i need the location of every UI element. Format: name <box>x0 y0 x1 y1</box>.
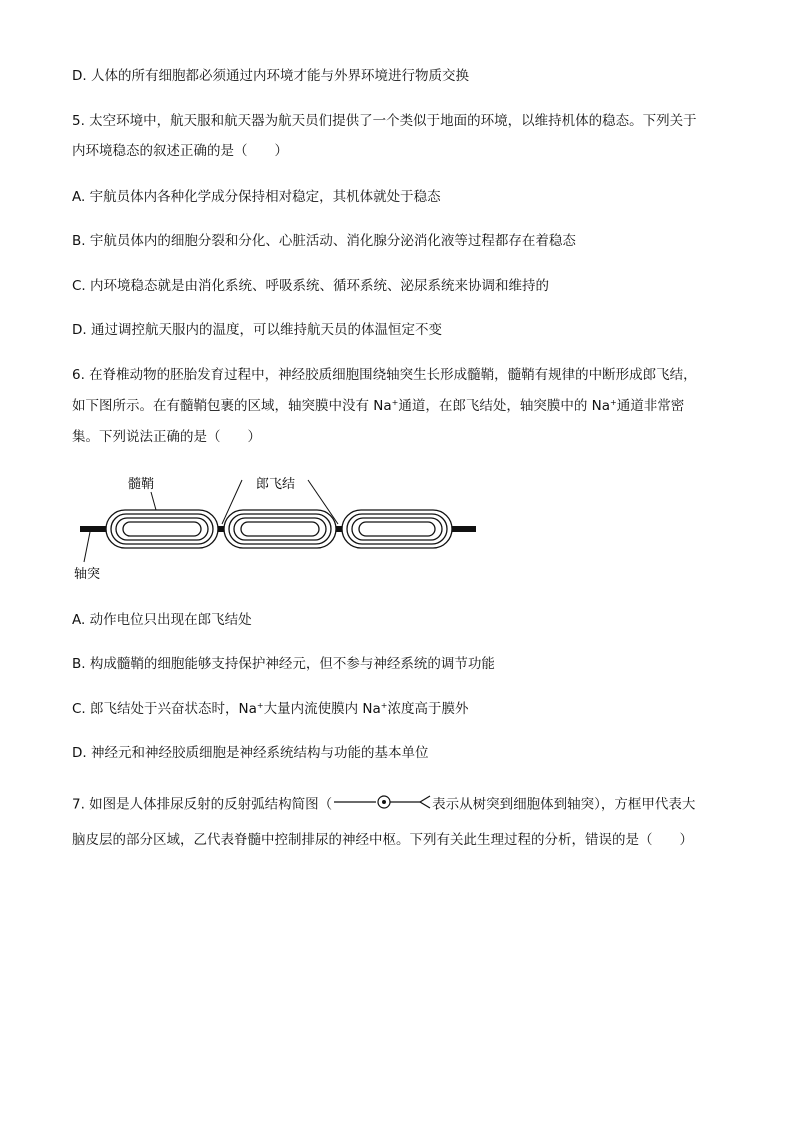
q5-option-d: D. 通过调控航天服内的温度，可以维持航天员的体温恒定不变 <box>72 322 442 338</box>
q7-stem-line2: 脑皮层的部分区域，乙代表脊髓中控制排尿的神经中枢。下列有关此生理过程的分析，错误的是（ ） <box>72 832 693 848</box>
myelin-sheath-diagram <box>72 472 492 587</box>
axon-leader-line <box>84 532 90 562</box>
q7-stem-line1: 7. 如图是人体排尿反射的反射弧结构简图（ 表示从树突到细胞体到轴突），方框甲代表大 <box>72 794 695 815</box>
q5-stem-line1: 5. 太空环境中，航天服和航天器为航天员们提供了一个类似于地面的环境，以维持机体的稳态。下列关于 <box>72 113 697 129</box>
q6-option-c: C. 郎飞结处于兴奋状态时，Na+大量内流使膜内 Na+浓度高于膜外 <box>72 701 469 717</box>
q5-stem-line2: 内环境稳态的叙述正确的是（ ） <box>72 143 288 159</box>
label-myelin: 髓鞘 <box>128 477 155 492</box>
myelin-segment-1 <box>106 510 218 548</box>
q6-option-d: D. 神经元和神经胶质细胞是神经系统结构与功能的基本单位 <box>72 745 429 761</box>
q4-option-d: D. 人体的所有细胞都必须通过内环境才能与外界环境进行物质交换 <box>72 68 469 84</box>
q5-option-b: B. 宇航员体内的细胞分裂和分化、心脏活动、消化腺分泌消化液等过程都存在着稳态 <box>72 233 576 249</box>
q6-stem-line2: 如下图所示。在有髓鞘包裹的区域，轴突膜中没有 Na+通道，在郎飞结处，轴突膜中的 Na+通道非常密 <box>72 398 685 414</box>
myelin-sheath-figure <box>72 472 492 587</box>
q6-stem-line1: 6. 在脊椎动物的胚胎发育过程中，神经胶质细胞围绕轴突生长形成髓鞘，髓鞘有规律的中断形成郎飞结， <box>72 367 697 383</box>
myelin-leader-line <box>151 492 156 510</box>
myelin-segment-3 <box>342 510 452 548</box>
q6-option-b: B. 构成髓鞘的细胞能够支持保护神经元，但不参与神经系统的调节功能 <box>72 656 495 672</box>
myelin-segment-2 <box>224 510 336 548</box>
neuron-symbol-icon <box>332 794 432 815</box>
q6-stem-line3: 集。下列说法正确的是（ ） <box>72 429 261 445</box>
q6-option-a: A. 动作电位只出现在郎飞结处 <box>72 612 252 628</box>
q5-option-a: A. 宇航员体内各种化学成分保持相对稳定，其机体就处于稳态 <box>72 189 441 205</box>
q5-option-c: C. 内环境稳态就是由消化系统、呼吸系统、循环系统、泌尿系统来协调和维持的 <box>72 278 550 294</box>
label-node-of-ranvier: 郎飞结 <box>256 477 296 492</box>
label-axon: 轴突 <box>74 567 101 582</box>
